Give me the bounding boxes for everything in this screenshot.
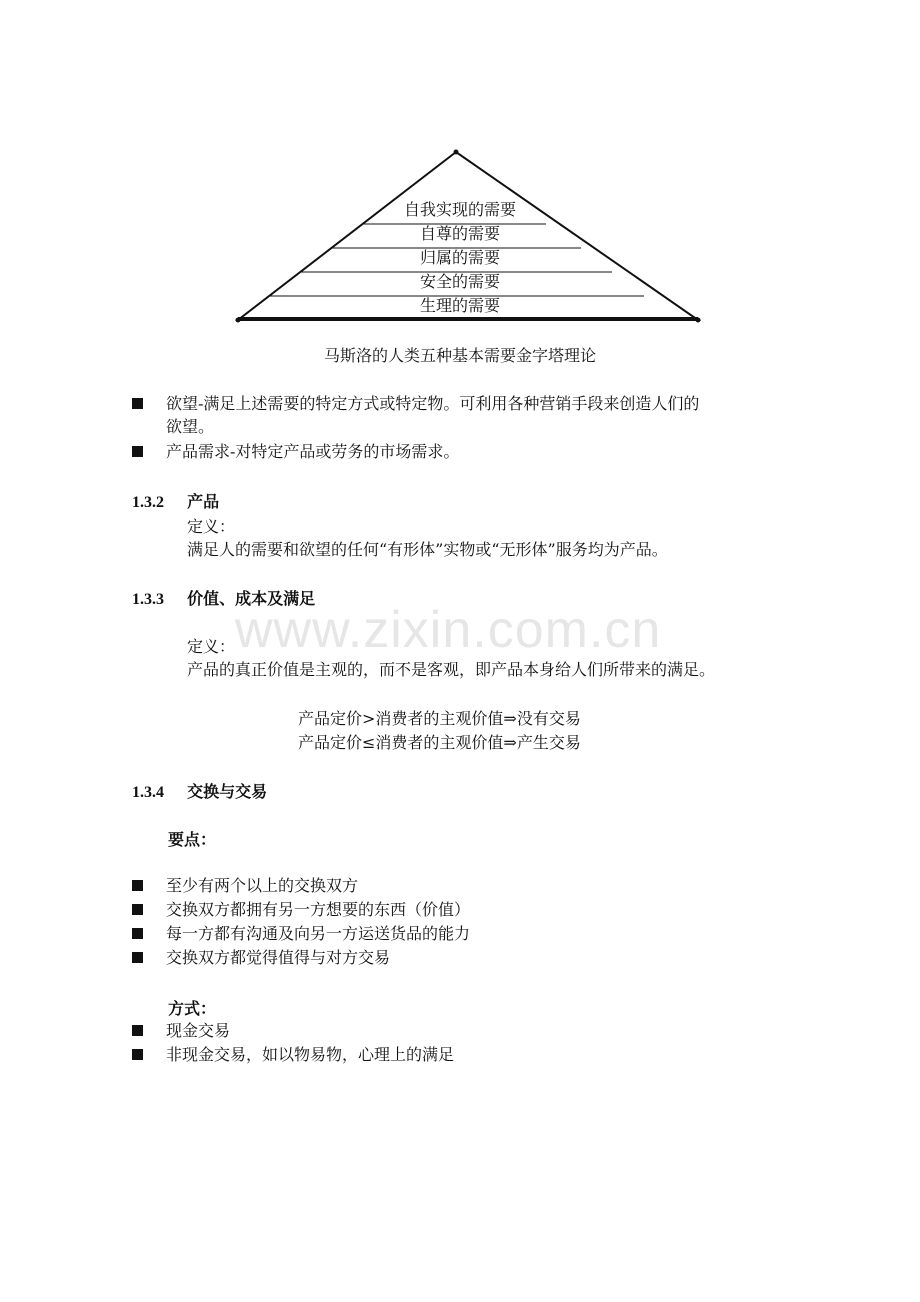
definition-text: 满足人的需要和欲望的任何“有形体”实物或“无形体”服务均为产品。 xyxy=(187,540,668,559)
list-item xyxy=(132,874,358,897)
bullet-square-icon xyxy=(132,904,143,915)
list-item-continuation: 欲望。 xyxy=(166,417,215,436)
tier-physiological: 生理的需要 xyxy=(419,296,500,315)
bullet-square-icon xyxy=(132,952,143,963)
bullet-square-icon xyxy=(132,446,143,457)
pricing-rule: 产品定价≤消费者的主观价值⇒产生交易 xyxy=(298,733,581,752)
list-item xyxy=(132,1019,230,1042)
list-item-text: 非现金交易，如以物易物，心理上的满足 xyxy=(166,1045,455,1064)
points-label: 要点： xyxy=(168,830,217,849)
watermark: www.zixin.com.cn xyxy=(235,601,662,659)
tier-esteem: 自尊的需要 xyxy=(419,224,500,243)
list-item-text: 产品需求-对特定产品或劳务的市场需求。 xyxy=(166,442,460,461)
definition-text: 产品的真正价值是主观的，而不是客观，即产品本身给人们所带来的满足。 xyxy=(187,660,716,679)
section-heading-132 xyxy=(132,489,219,512)
tier-safety: 安全的需要 xyxy=(419,272,500,291)
list-item-text: 每一方都有沟通及向另一方运送货品的能力 xyxy=(166,924,471,943)
bullet-square-icon xyxy=(132,398,143,409)
section-title: 价值、成本及满足 xyxy=(187,589,316,608)
section-title: 交换与交易 xyxy=(187,782,268,801)
list-item xyxy=(132,922,470,945)
section-heading-133 xyxy=(132,586,315,609)
bullet-square-icon xyxy=(132,928,143,939)
list-item-text: 交换双方都拥有另一方想要的东西（价值） xyxy=(166,900,471,919)
list-item xyxy=(132,946,390,969)
pricing-rule: 产品定价>消费者的主观价值⇒没有交易 xyxy=(298,709,581,728)
bullet-square-icon xyxy=(132,1049,143,1060)
section-number: 1.3.2 xyxy=(132,494,164,511)
section-number: 1.3.3 xyxy=(132,591,164,608)
pyramid-caption: 马斯洛的人类五种基本需要金字塔理论 xyxy=(323,346,596,365)
definition-label: 定义： xyxy=(187,517,236,536)
bullet-square-icon xyxy=(132,880,143,891)
left-corner-dot xyxy=(236,318,241,323)
tier-belonging: 归属的需要 xyxy=(419,248,500,267)
list-item-text: 交换双方都觉得值得与对方交易 xyxy=(166,948,391,967)
tier-self-actualization: 自我实现的需要 xyxy=(403,200,516,219)
definition-label: 定义： xyxy=(187,637,236,656)
list-item xyxy=(132,898,470,921)
list-item-text: 至少有两个以上的交换双方 xyxy=(166,876,359,895)
list-item-text: 欲望-满足上述需要的特定方式或特定物。可利用各种营销手段来创造人们的 xyxy=(166,394,700,413)
list-item xyxy=(132,1043,454,1066)
right-corner-dot xyxy=(696,318,701,323)
section-title: 产品 xyxy=(187,492,220,511)
list-item xyxy=(132,440,459,463)
apex-dot xyxy=(454,150,459,155)
bullet-square-icon xyxy=(132,1025,143,1036)
section-number: 1.3.4 xyxy=(132,784,164,801)
list-item xyxy=(132,392,699,415)
methods-label: 方式： xyxy=(168,999,217,1018)
list-item-text: 现金交易 xyxy=(166,1021,231,1040)
section-heading-134 xyxy=(132,779,267,802)
